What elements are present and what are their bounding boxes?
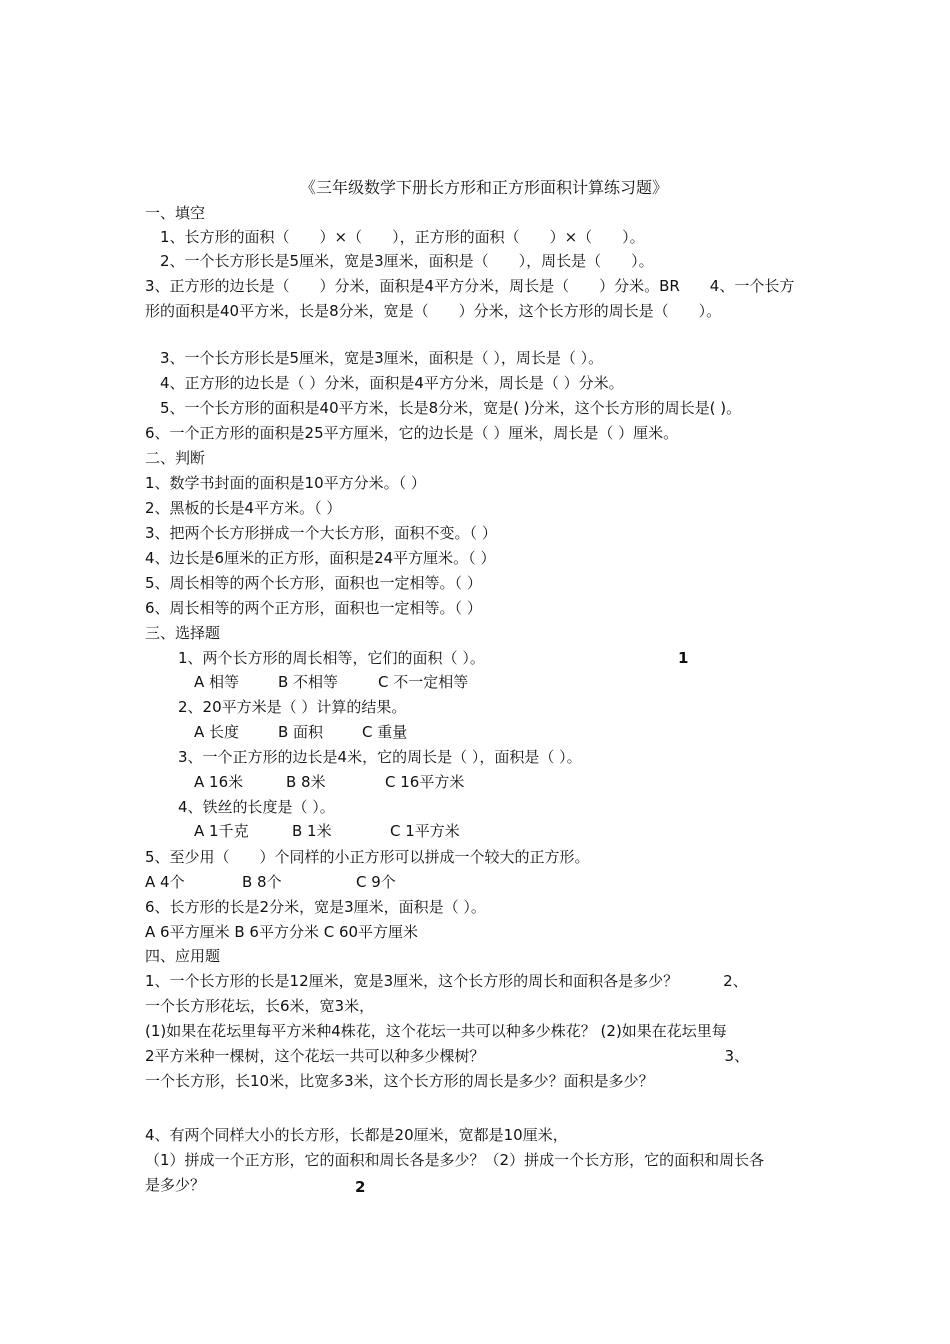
application-line-6: 4、有两个同样大小的长方形，长都是20厘米，宽都是10厘米，	[145, 1126, 568, 1144]
application-line-4: 2平方米种一棵树，这个花坛一共可以种多少棵树？ 3、	[145, 1047, 750, 1065]
choice-option: C 9个	[356, 873, 396, 891]
choice-option: C 重量	[362, 723, 408, 741]
judge-item: 3、把两个长方形拼成一个大长方形，面积不变。（ ）	[145, 524, 497, 542]
judge-item: 1、数学书封面的面积是10平方分米。（ ）	[145, 474, 426, 492]
choice-question-5: 5、至少用（ ）个同样的小正方形可以拼成一个较大的正方形。	[145, 848, 590, 866]
choice-question-1: 1、两个长方形的周长相等，它们的面积（ ）。	[178, 649, 485, 667]
choice-option: A 16米	[194, 773, 244, 791]
choice-option: A 长度	[194, 723, 240, 741]
choice-option: A 相等	[194, 673, 240, 691]
choice-option: A 4个	[145, 873, 185, 891]
choice-option: A 1千克	[194, 822, 249, 840]
choice-option: B 8个	[242, 873, 282, 891]
page-number: 1	[678, 649, 689, 667]
section-heading-choice: 三、选择题	[145, 624, 221, 642]
fill-line-4: 形的面积是40平方米，长是8分米，宽是（ ）分米，这个长方形的周长是（ ）。	[145, 302, 722, 320]
judge-item: 4、边长是6厘米的正方形，面积是24平方厘米。（ ）	[145, 549, 496, 567]
application-line-1: 1、一个长方形的长是12厘米，宽是3厘米，这个长方形的周长和面积各是多少？ 2、	[145, 972, 748, 990]
application-line-8: 是多少？	[145, 1176, 206, 1194]
judge-item: 2、黑板的长是4平方米。（ ）	[145, 499, 342, 517]
section-heading-application: 四、应用题	[145, 947, 221, 965]
application-line-5: 一个长方形，长10米，比宽多3米，这个长方形的周长是多少？面积是多少？	[145, 1072, 654, 1090]
fill-line-8: 6、一个正方形的面积是25平方厘米，它的边长是（ ）厘米，周长是（ ）厘米。	[145, 424, 679, 442]
choice-option: C 16平方米	[385, 773, 465, 791]
choice-question-6: 6、长方形的长是2分米，宽是3厘米，面积是（ ）。	[145, 898, 486, 916]
section-heading-fill: 一、填空	[145, 204, 206, 222]
judge-item: 6、周长相等的两个正方形，面积也一定相等。（ ）	[145, 599, 482, 617]
page-number: 2	[355, 1178, 366, 1196]
fill-line-6: 4、正方形的边长是（ ）分米，面积是4平方分米，周长是（ ）分米。	[160, 374, 624, 392]
choice-question-2: 2、20平方米是（ ）计算的结果。	[178, 698, 407, 716]
choice-option: C 不一定相等	[378, 673, 469, 691]
choice-question-3: 3、一个正方形的边长是4米，它的周长是（ ），面积是（ ）。	[178, 748, 582, 766]
application-line-2: 一个长方形花坛，长6米，宽3米，	[145, 997, 375, 1015]
fill-line-5: 3、一个长方形长是5厘米，宽是3厘米，面积是（ ），周长是（ ）。	[160, 349, 604, 367]
fill-line-2: 2、一个长方形长是5厘米，宽是3厘米，面积是（ ），周长是（ ）。	[160, 252, 654, 270]
choice-options-6: A 6平方厘米 B 6平方分米 C 60平方厘米	[145, 923, 419, 941]
page-title: 《三年级数学下册长方形和正方形面积计算练习题》	[300, 178, 669, 197]
choice-option: B 面积	[278, 723, 324, 741]
choice-option: B 1米	[292, 822, 332, 840]
choice-option: B 不相等	[278, 673, 339, 691]
choice-question-4: 4、铁丝的长度是（ ）。	[178, 798, 335, 816]
choice-option: B 8米	[286, 773, 326, 791]
application-line-3: (1)如果在花坛里每平方米种4株花，这个花坛一共可以种多少株花？ (2)如果在花坛里每	[145, 1022, 727, 1040]
application-line-7: （1）拼成一个正方形，它的面积和周长各是多少？（2）拼成一个长方形，它的面积和周长各	[145, 1151, 765, 1169]
section-heading-judge: 二、判断	[145, 449, 206, 467]
fill-line-7: 5、一个长方形的面积是40平方米，长是8分米，宽是( )分米，这个长方形的周长是( )。	[160, 399, 742, 417]
choice-option: C 1平方米	[390, 822, 460, 840]
judge-item: 5、周长相等的两个长方形，面积也一定相等。（ ）	[145, 574, 482, 592]
fill-line-3: 3、正方形的边长是（ ）分米，面积是4平方分米，周长是（ ）分米。BR 4、一个长方	[145, 277, 795, 295]
fill-line-1: 1、长方形的面积（ ）×（ ），正方形的面积（ ）×（ ）。	[160, 228, 645, 246]
